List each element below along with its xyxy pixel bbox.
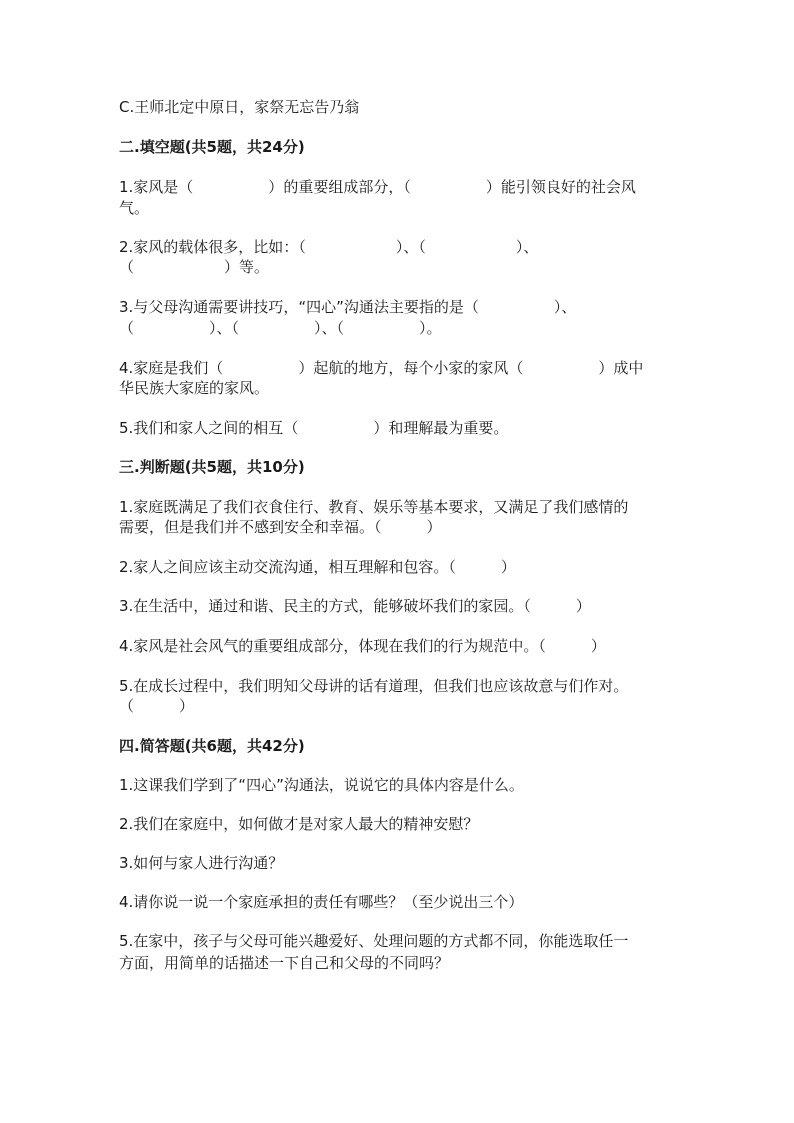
fill-q3-line1: 3.与父母沟通需要讲技巧，“四心”沟通法主要指的是（ ）、	[119, 298, 577, 316]
short-q5-line2: 方面，用简单的话描述一下自己和父母的不同吗？	[119, 954, 450, 972]
short-q3-line1: 3.如何与家人进行沟通？	[119, 854, 284, 872]
judge-q2-line1: 2.家人之间应该主动交流沟通，相互理解和包容。（ ）	[119, 558, 516, 576]
fill-q1-line1: 1.家风是（ ）的重要组成部分，（ ）能引领良好的社会风	[119, 178, 636, 196]
short-q1-line1: 1.这课我们学到了“四心”沟通法，说说它的具体内容是什么。	[119, 776, 524, 794]
section-heading-fill-in: 二.填空题(共5题，共24分)	[119, 138, 305, 156]
judge-q1-line1: 1.家庭既满足了我们衣食住行、教育、娱乐等基本要求，又满足了我们感情的	[119, 498, 629, 516]
short-q4-line1: 4.请你说一说一个家庭承担的责任有哪些？（至少说出三个）	[119, 893, 524, 911]
fill-q2-line2: （ ）等。	[119, 258, 270, 276]
judge-q1-line2: 需要，但是我们并不感到安全和幸福。（ ）	[119, 518, 442, 536]
short-q2-line1: 2.我们在家庭中，如何做才是对家人最大的精神安慰？	[119, 815, 479, 833]
fill-q4-line1: 4.家庭是我们（ ）起航的地方，每个小家的家风（ ）成中	[119, 359, 644, 377]
section-heading-short-answer: 四.简答题(共6题，共42分)	[119, 737, 305, 755]
judge-q5-line1: 5.在成长过程中，我们明知父母讲的话有道理，但我们也应该故意与们作对。	[119, 677, 629, 695]
fill-q4-line2: 华民族大家庭的家风。	[119, 379, 270, 397]
judge-q3-line1: 3.在生活中，通过和谐、民主的方式，能够破坏我们的家园。（ ）	[119, 597, 591, 615]
section-heading-judgment: 三.判断题(共5题，共10分)	[119, 458, 305, 476]
judge-q5-line2: （ ）	[119, 697, 195, 715]
fill-q5-line1: 5.我们和家人之间的相互（ ）和理解最为重要。	[119, 419, 509, 437]
short-q5-line1: 5.在家中，孩子与父母可能兴趣爱好、处理问题的方式都不同，你能选取任一	[119, 932, 629, 950]
judge-q4-line1: 4.家风是社会风气的重要组成部分，体现在我们的行为规范中。（ ）	[119, 637, 606, 655]
fill-q3-line2: （ ）、（ ）、（ ）。	[119, 319, 442, 337]
fill-q1-line2: 气。	[119, 199, 150, 217]
fill-q2-line1: 2.家风的载体很多，比如：（ ）、（ ）、	[119, 238, 539, 256]
option-c-line: C.王师北定中原日，家祭无忘告乃翁	[119, 98, 360, 116]
